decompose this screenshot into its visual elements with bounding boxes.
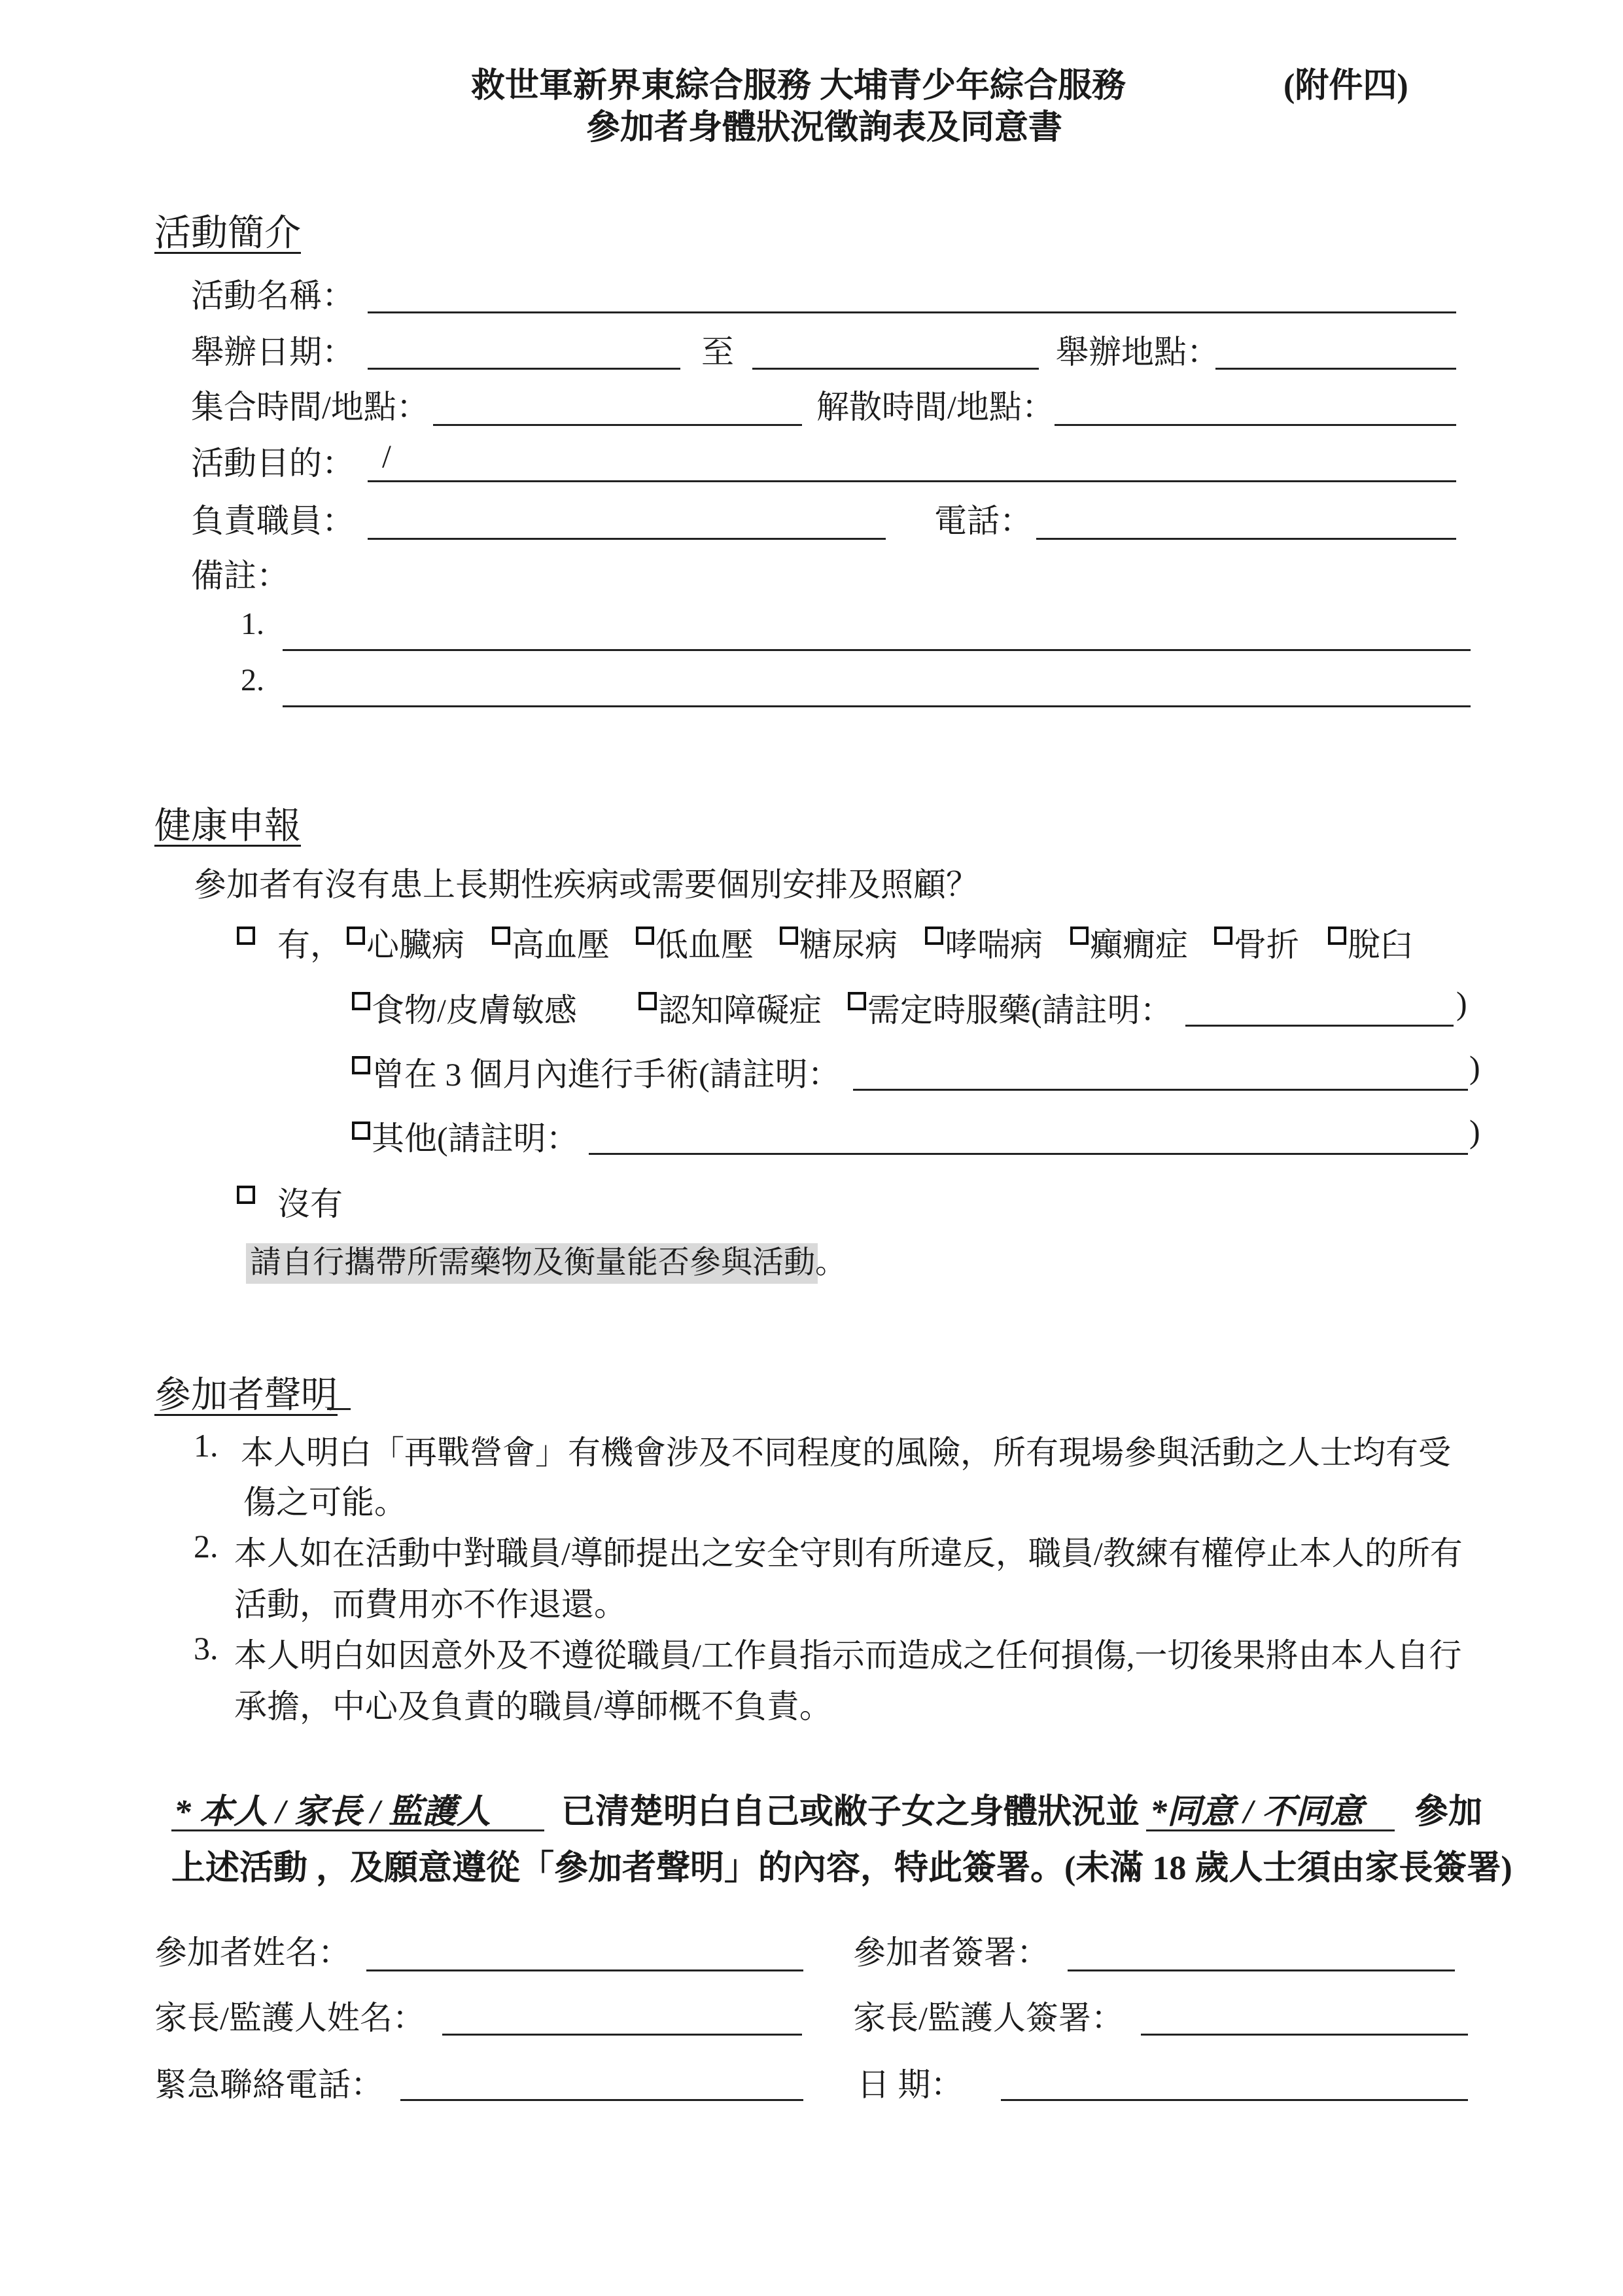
other-label: 其他(請註明： <box>372 1120 579 1157</box>
remark-1-field[interactable] <box>283 649 1471 651</box>
no-label: 沒有 <box>277 1186 343 1222</box>
surgery-field[interactable] <box>853 1089 1468 1091</box>
participant-name-label: 參加者姓名： <box>154 1934 351 1971</box>
hypertension-checkbox[interactable] <box>492 927 510 945</box>
purpose-field[interactable] <box>368 480 1456 482</box>
date-to-label: 至 <box>701 334 734 370</box>
declaration-heading: 參加者聲明 <box>154 1375 338 1416</box>
intro-heading: 活動簡介 <box>154 213 301 254</box>
yes-label: 有， <box>277 927 343 963</box>
date-label: 舉辦日期： <box>191 334 355 370</box>
fracture-checkbox[interactable] <box>1214 927 1232 945</box>
declaration-item-2-line2: 活動，而費用亦不作退還。 <box>234 1586 627 1623</box>
emergency-phone-label: 緊急聯絡電話： <box>154 2066 383 2103</box>
venue-label: 舉辦地點： <box>1056 334 1219 370</box>
consent-text1: 已清楚明白自己或敝子女之身體狀況並 <box>561 1793 1140 1831</box>
assembly-label: 集合時間/地點： <box>191 389 429 425</box>
remark-1-number: 1. <box>241 607 264 641</box>
form-title: 參加者身體狀況徵詢表及同意書 <box>586 109 1063 147</box>
heart-disease-checkbox[interactable] <box>347 927 365 945</box>
asthma-checkbox[interactable] <box>925 927 943 945</box>
consent-text2: 參加 <box>1414 1793 1483 1831</box>
allergy-label: 食物/皮膚敏感 <box>372 992 577 1029</box>
dismissal-field[interactable] <box>1055 424 1456 426</box>
yes-checkbox[interactable] <box>237 927 255 945</box>
declaration-item-2-number: 2. <box>194 1528 218 1564</box>
activity-name-field[interactable] <box>368 311 1456 313</box>
declaration-item-3-line1: 本人明白如因意外及不遵從職員/工作員指示而造成之任何損傷,一切後果將由本人自行 <box>234 1637 1462 1674</box>
epilepsy-label: 癲癇症 <box>1090 927 1188 963</box>
participant-sign-label: 參加者簽署： <box>853 1934 1049 1971</box>
consent-agree-underline <box>1146 1829 1395 1831</box>
no-checkbox[interactable] <box>237 1186 255 1204</box>
guardian-sign-field[interactable] <box>1141 2034 1468 2036</box>
phone-field[interactable] <box>1036 538 1456 540</box>
other-checkbox[interactable] <box>352 1122 370 1140</box>
surgery-checkbox[interactable] <box>352 1056 370 1074</box>
date-start-field[interactable] <box>368 368 680 370</box>
health-question: 參加者有沒有患上長期性疾病或需要個別安排及照顧？ <box>194 866 979 903</box>
dismissal-label: 解散時間/地點： <box>816 389 1055 425</box>
remark-2-field[interactable] <box>283 705 1471 707</box>
asthma-label: 哮喘病 <box>945 927 1043 963</box>
purpose-label: 活動目的： <box>191 445 355 482</box>
declaration-item-1-line1: 本人明白「再戰營會」有機會涉及不同程度的風險，所有現場參與活動之人士均有受 <box>241 1434 1451 1471</box>
heart-disease-label: 心臟病 <box>366 927 464 963</box>
medication-label: 需定時服藥(請註明： <box>867 992 1173 1029</box>
attachment-label: (附件四) <box>1283 67 1408 105</box>
declaration-item-1-line2: 傷之可能。 <box>243 1484 407 1521</box>
dementia-checkbox[interactable] <box>638 992 657 1010</box>
remarks-label: 備註： <box>191 557 289 594</box>
medication-checkbox[interactable] <box>848 992 866 1010</box>
declaration-item-2-line1: 本人如在活動中對職員/導師提出之安全守則有所違反，職員/教練有權停止本人的所有 <box>234 1535 1463 1572</box>
surgery-label: 曾在 3 個月內進行手術(請註明： <box>372 1056 841 1093</box>
phone-label: 電話： <box>934 503 1032 539</box>
dislocation-label: 脫臼 <box>1348 927 1413 963</box>
activity-name-label: 活動名稱： <box>191 277 355 314</box>
org-title: 救世軍新界東綜合服務 大埔青少年綜合服務 <box>471 67 1126 105</box>
purpose-value: / <box>382 438 391 474</box>
staff-field[interactable] <box>368 538 886 540</box>
hypotension-checkbox[interactable] <box>636 927 654 945</box>
hypotension-label: 低血壓 <box>655 927 754 963</box>
declaration-heading-underline-tail <box>327 1408 351 1410</box>
venue-field[interactable] <box>1215 368 1456 370</box>
dementia-label: 認知障礙症 <box>658 992 822 1029</box>
hypertension-label: 高血壓 <box>512 927 610 963</box>
emergency-phone-field[interactable] <box>400 2099 803 2101</box>
guardian-sign-label: 家長/監護人簽署： <box>853 2000 1124 2036</box>
staff-label: 負責職員： <box>191 503 355 539</box>
medication-note: 請自行攜帶所需藥物及衡量能否參與活動。 <box>246 1243 818 1284</box>
medication-field[interactable] <box>1185 1025 1454 1027</box>
diabetes-checkbox[interactable] <box>780 927 798 945</box>
consent-who: * 本人 / 家長 / 監護人 <box>174 1793 491 1831</box>
participant-name-field[interactable] <box>366 1969 803 1971</box>
allergy-checkbox[interactable] <box>352 992 370 1010</box>
participant-sign-field[interactable] <box>1068 1969 1455 1971</box>
declaration-item-1-number: 1. <box>194 1427 218 1464</box>
other-close-paren: ) <box>1469 1113 1480 1150</box>
declaration-item-3-number: 3. <box>194 1630 218 1667</box>
fracture-label: 骨折 <box>1234 927 1299 963</box>
remark-2-number: 2. <box>241 663 264 698</box>
consent-who-underline <box>171 1829 544 1831</box>
consent-agree: *同意 / 不同意 <box>1150 1793 1364 1831</box>
consent-line2: 上述活動 ，及願意遵從「參加者聲明」的內容，特此簽署。(未滿 18 歲人士須由家長簽署) <box>171 1850 1512 1887</box>
surgery-close-paren: ) <box>1469 1049 1480 1086</box>
date-sign-field[interactable] <box>1001 2099 1468 2101</box>
epilepsy-checkbox[interactable] <box>1070 927 1089 945</box>
date-sign-label: 日 期： <box>857 2066 964 2103</box>
guardian-name-label: 家長/監護人姓名： <box>154 2000 425 2036</box>
health-heading: 健康申報 <box>154 806 301 847</box>
other-field[interactable] <box>589 1153 1468 1155</box>
assembly-field[interactable] <box>433 424 802 426</box>
guardian-name-field[interactable] <box>442 2034 802 2036</box>
medication-close-paren: ) <box>1456 985 1467 1021</box>
dislocation-checkbox[interactable] <box>1328 927 1346 945</box>
declaration-item-3-line2: 承擔，中心及負責的職員/導師概不負責。 <box>234 1688 832 1725</box>
date-end-field[interactable] <box>752 368 1039 370</box>
diabetes-label: 糖尿病 <box>799 927 898 963</box>
